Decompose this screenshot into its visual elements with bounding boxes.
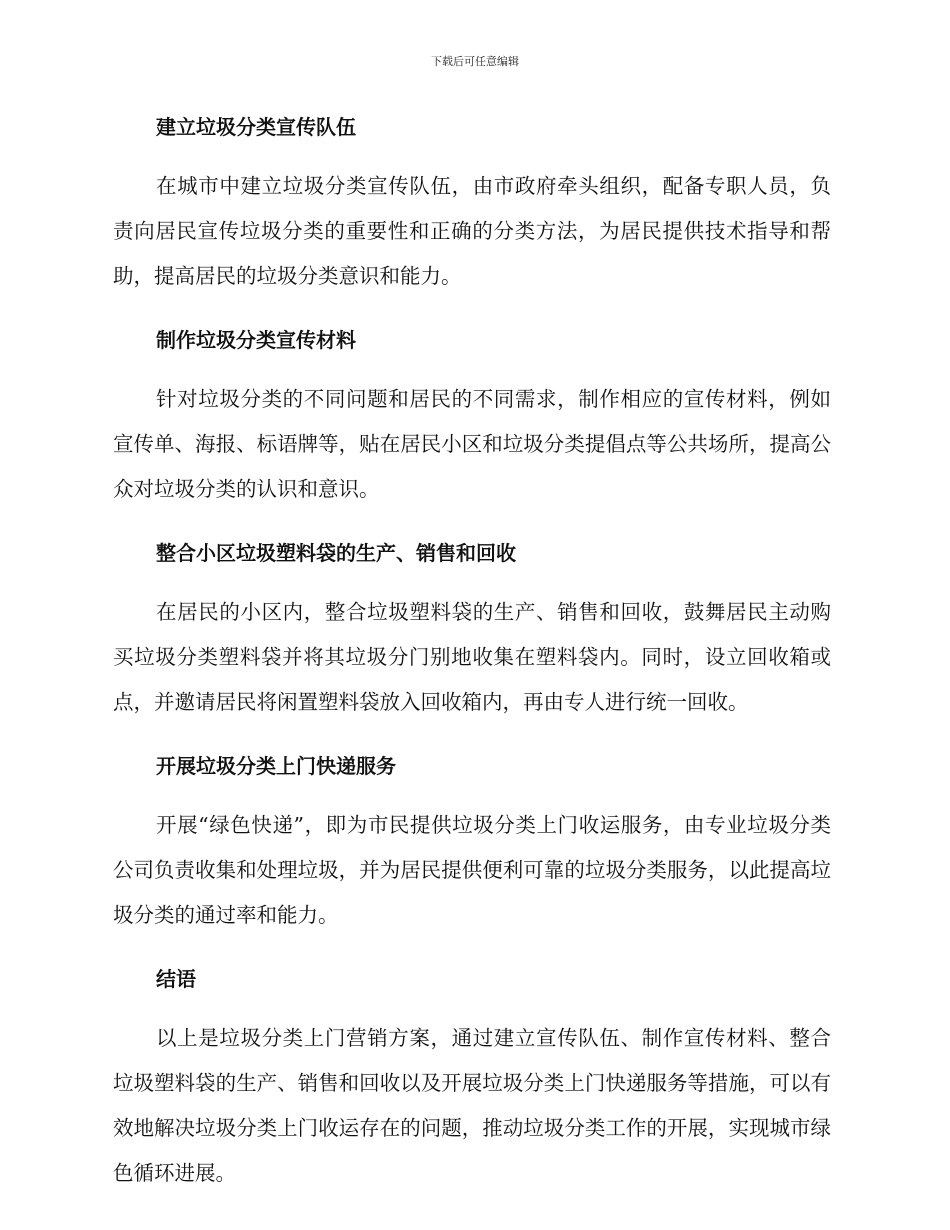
section-title: 开展垃圾分类上门快递服务 (156, 754, 396, 778)
section-body: 在城市中建立垃圾分类宣传队伍，由市政府牵头组织，配备专职人员，负责向居民宣传垃圾分类的重要性和正确的分类方法，为居民提供技术指导和帮助，提高居民的垃圾分类意识和能力。 (113, 174, 831, 288)
section-body: 在居民的小区内，整合垃圾塑料袋的生产、销售和回收，鼓舞居民主动购买垃圾分类塑料袋并将其垃圾分门别地收集在塑料袋内。同时，设立回收箱或点，并邀请居民将闲置塑料袋放入回收箱内，再由专人进行统一回收。 (113, 600, 831, 714)
document-content (113, 108, 831, 1196)
section-title: 建立垃圾分类宣传队伍 (156, 115, 356, 139)
download-edit-note: 下载后可任意编辑 (431, 55, 519, 68)
section-publicity-team (113, 108, 831, 299)
section-body: 开展“绿色快递”，即为市民提供垃圾分类上门收运服务，由专业垃圾分类公司负责收集和处理垃圾，并为居民提供便利可靠的垃圾分类服务，以此提高垃圾分类的通过率和能力。 (113, 813, 831, 927)
section-body: 以上是垃圾分类上门营销方案，通过建立宣传队伍、制作宣传材料、整合垃圾塑料袋的生产、销售和回收以及开展垃圾分类上门快递服务等措施，可以有效地解决垃圾分类上门收运存在的问题，推动垃圾分类工作的开展，实现城市绿色循环进展。 (113, 1026, 831, 1185)
section-publicity-materials (113, 321, 831, 512)
section-plastic-bags (113, 534, 831, 725)
section-title: 结语 (156, 967, 196, 991)
section-title: 整合小区垃圾塑料袋的生产、销售和回收 (156, 541, 516, 565)
section-title: 制作垃圾分类宣传材料 (156, 328, 356, 352)
section-door-delivery (113, 747, 831, 938)
section-conclusion (113, 960, 831, 1196)
section-body: 针对垃圾分类的不同问题和居民的不同需求，制作相应的宣传材料，例如宣传单、海报、标语牌等，贴在居民小区和垃圾分类提倡点等公共场所，提高公众对垃圾分类的认识和意识。 (113, 387, 831, 501)
